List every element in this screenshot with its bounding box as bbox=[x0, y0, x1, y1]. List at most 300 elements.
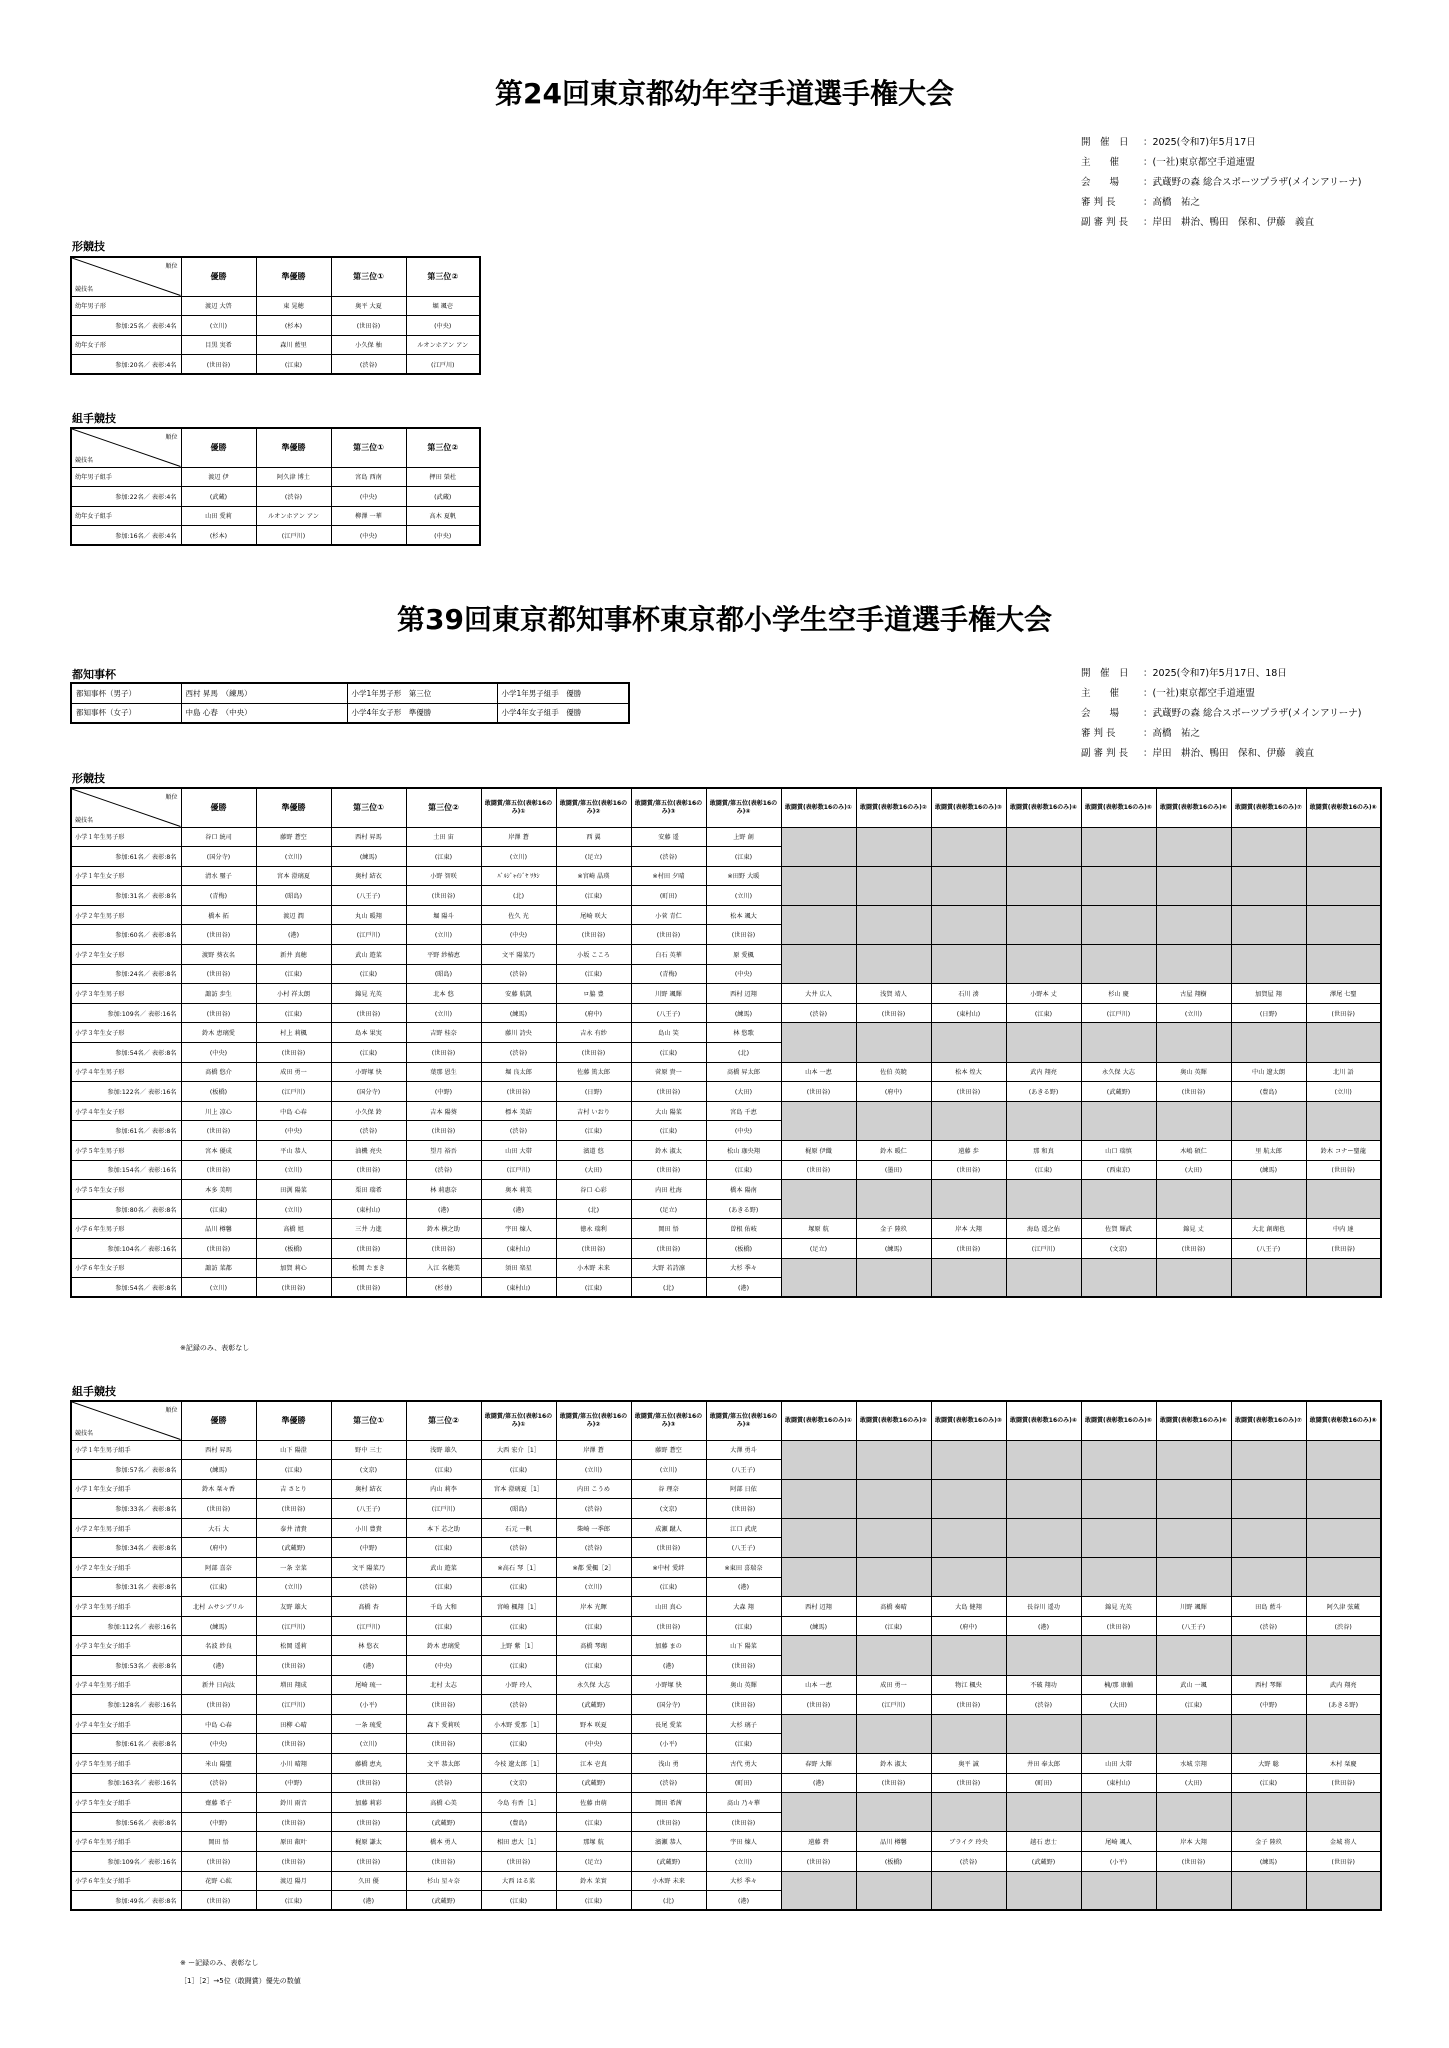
athlete-name: 松岡 遥莉 bbox=[256, 1636, 331, 1656]
club-name: (江東) bbox=[856, 1616, 931, 1636]
participants: 参加:61名／ 表彰:8名 bbox=[71, 1121, 181, 1141]
empty-cell bbox=[856, 945, 931, 984]
empty-cell bbox=[1306, 866, 1381, 905]
empty-cell bbox=[1006, 1518, 1081, 1557]
club-name: (練馬) bbox=[481, 1003, 556, 1023]
athlete-name: 澤尾 七聖 bbox=[1306, 984, 1381, 1004]
club-name: (文京) bbox=[1081, 1238, 1156, 1258]
athlete-name: 油機 亮央 bbox=[331, 1141, 406, 1161]
athlete-name: 小木野 愛那［1］ bbox=[481, 1714, 556, 1734]
athlete-name: 大杉 季々 bbox=[706, 1258, 781, 1278]
table-row bbox=[71, 703, 629, 723]
club-name: (世田谷) bbox=[1306, 1851, 1381, 1871]
header-corner bbox=[71, 428, 181, 467]
empty-cell bbox=[931, 827, 1006, 866]
athlete-name: 大森 翔 bbox=[706, 1597, 781, 1617]
club-name: (江戸川) bbox=[1006, 1238, 1081, 1258]
empty-cell bbox=[1231, 1793, 1306, 1832]
table-row bbox=[71, 1440, 1381, 1460]
athlete-name: 水城 宗翔 bbox=[1156, 1754, 1231, 1774]
athlete-name: 那 和真 bbox=[1006, 1141, 1081, 1161]
athlete-name: 西村 辺翔 bbox=[781, 1597, 856, 1617]
empty-cell bbox=[1156, 1023, 1231, 1062]
table-row bbox=[71, 1558, 1381, 1578]
athlete-name: 吉野 桂奈 bbox=[406, 1023, 481, 1043]
club-name: (東村山) bbox=[331, 1199, 406, 1219]
athlete-name: 成田 勇一 bbox=[856, 1675, 931, 1695]
athlete-name: 新井 真穂 bbox=[256, 945, 331, 965]
athlete-name: 佐藤 篤太郎 bbox=[556, 1062, 631, 1082]
athlete-name: 柳澤 一華 bbox=[331, 506, 406, 526]
empty-cell bbox=[1006, 1714, 1081, 1753]
athlete-name: 葉那 恩生 bbox=[406, 1062, 481, 1082]
club-name: (世田谷) bbox=[181, 1238, 256, 1258]
header-cell: 優勝 bbox=[181, 1401, 256, 1440]
club-name: (武蔵野) bbox=[631, 1851, 706, 1871]
header-cell: 敢闘賞(表彰数16のみ)⑦ bbox=[1231, 1401, 1306, 1440]
athlete-name: 西村 琴輝 bbox=[1231, 1675, 1306, 1695]
athlete-name: ﾊﾞﾙｼﾞｬｲｼﾞﾔ ﾜﾀｼ bbox=[481, 866, 556, 886]
athlete-name: 北村 ムサシブリル bbox=[181, 1597, 256, 1617]
athlete-name: 谷 理奈 bbox=[631, 1479, 706, 1499]
header-cell: 優勝 bbox=[181, 788, 256, 827]
athlete-name: 小野本 丈 bbox=[1006, 984, 1081, 1004]
table-row bbox=[71, 1101, 1381, 1121]
club-name: (中央) bbox=[331, 526, 406, 546]
info-value: ：(一社)東京都空手道連盟 bbox=[1143, 157, 1255, 168]
empty-cell bbox=[931, 1101, 1006, 1140]
club-name: (世田谷) bbox=[181, 1160, 256, 1180]
club-name: (渋谷) bbox=[406, 1773, 481, 1793]
club-name: (板橋) bbox=[856, 1851, 931, 1871]
club-name: (世田谷) bbox=[631, 1538, 706, 1558]
athlete-name: 菅原 貴一 bbox=[631, 1062, 706, 1082]
participants: 参加:80名／ 表彰:8名 bbox=[71, 1199, 181, 1219]
club-name: (江東) bbox=[1006, 1160, 1081, 1180]
club-name: (港) bbox=[481, 1199, 556, 1219]
event-name: 小学５年生男子形 bbox=[71, 1141, 181, 1161]
athlete-name: 藤野 蒼空 bbox=[631, 1440, 706, 1460]
club-name: (日野) bbox=[1231, 1003, 1306, 1023]
athlete-name: 文平 恭太郎 bbox=[406, 1754, 481, 1774]
info-line bbox=[1081, 664, 1361, 684]
athlete-name: 石川 湊 bbox=[931, 984, 1006, 1004]
empty-cell bbox=[781, 1479, 856, 1518]
athlete-name: 大西 はる菜 bbox=[481, 1871, 556, 1891]
club-name: (文京) bbox=[481, 1773, 556, 1793]
club-name: (港) bbox=[706, 1278, 781, 1298]
athlete-name: 本下 芯之助 bbox=[406, 1518, 481, 1538]
club-name: (世田谷) bbox=[331, 1238, 406, 1258]
athlete-name: 大野 若詩凛 bbox=[631, 1258, 706, 1278]
info-value: ：高橋 祐之 bbox=[1143, 197, 1201, 208]
club-name: (足立) bbox=[556, 847, 631, 867]
empty-cell bbox=[1081, 866, 1156, 905]
athlete-name: 阿部 喜奈 bbox=[181, 1558, 256, 1578]
athlete-name: 相田 恵大［1］ bbox=[481, 1832, 556, 1852]
athlete-name: 北川 語 bbox=[1306, 1062, 1381, 1082]
athlete-name: 山本 一恵 bbox=[781, 1062, 856, 1082]
athlete-name: 金城 将人 bbox=[1306, 1832, 1381, 1852]
table-row bbox=[71, 827, 1381, 847]
event-info-youth bbox=[1081, 133, 1361, 233]
club-name: (中央) bbox=[406, 1656, 481, 1676]
empty-cell bbox=[1231, 1714, 1306, 1753]
athlete-name: 錦見 光英 bbox=[331, 984, 406, 1004]
table-row bbox=[71, 1479, 1381, 1499]
event-name: 小学１年生女子組手 bbox=[71, 1479, 181, 1499]
club-name: (文京) bbox=[631, 1499, 706, 1519]
athlete-name: 川上 凉心 bbox=[181, 1101, 256, 1121]
athlete-name: 田柳 心晴 bbox=[256, 1714, 331, 1734]
empty-cell bbox=[856, 1180, 931, 1219]
athlete-name: 奥平 誠 bbox=[931, 1754, 1006, 1774]
club-name: (港) bbox=[331, 1891, 406, 1911]
athlete-name: 小川 晴翔 bbox=[256, 1754, 331, 1774]
athlete-name: 宮本 澄璃夏 bbox=[256, 866, 331, 886]
club-name: (渋谷) bbox=[631, 847, 706, 867]
club-name: (江東) bbox=[556, 1616, 631, 1636]
athlete-name: 内山 莉李 bbox=[406, 1479, 481, 1499]
empty-cell bbox=[1231, 827, 1306, 866]
club-name: (中央) bbox=[556, 1734, 631, 1754]
header-cell: 敢闘賞/第五位(表彰16のみ)① bbox=[481, 788, 556, 827]
club-name: (世田谷) bbox=[1156, 1082, 1231, 1102]
athlete-name: 大山 陽菜 bbox=[631, 1101, 706, 1121]
event-name: 幼年男子組手 bbox=[71, 467, 181, 487]
header-row bbox=[71, 257, 480, 296]
corner-event: 競技名 bbox=[75, 285, 94, 293]
table-row bbox=[71, 1636, 1381, 1656]
club-name: (練馬) bbox=[706, 1003, 781, 1023]
empty-cell bbox=[856, 1793, 931, 1832]
empty-cell bbox=[781, 1558, 856, 1597]
club-name: (練馬) bbox=[1231, 1851, 1306, 1871]
empty-cell bbox=[856, 1518, 931, 1557]
athlete-name: 山田 真心 bbox=[631, 1597, 706, 1617]
athlete-name: ルオンホアン アン bbox=[406, 335, 480, 355]
athlete-name: 文平 陽菜乃 bbox=[331, 1558, 406, 1578]
athlete-name: 西村 昇馬 bbox=[181, 1440, 256, 1460]
athlete-name: 林 悠衣 bbox=[331, 1636, 406, 1656]
empty-cell bbox=[1156, 1180, 1231, 1219]
athlete-name: 佐久 光 bbox=[481, 905, 556, 925]
club-name: (世田谷) bbox=[781, 1695, 856, 1715]
header-cell: 敢闘賞(表彰数16のみ)⑦ bbox=[1231, 788, 1306, 827]
club-name: (中野) bbox=[406, 1082, 481, 1102]
club-name: (練馬) bbox=[781, 1616, 856, 1636]
empty-cell bbox=[1156, 1258, 1231, 1297]
athlete-name: 東 晃穂 bbox=[256, 296, 331, 316]
athlete-name: 尾崎 咲大 bbox=[556, 905, 631, 925]
club-name: (江戸川) bbox=[406, 355, 480, 375]
club-name: (世田谷) bbox=[181, 1003, 256, 1023]
empty-cell bbox=[781, 1180, 856, 1219]
header-cell: 準優勝 bbox=[256, 1401, 331, 1440]
club-name: (渋谷) bbox=[481, 1695, 556, 1715]
athlete-name: 岡田 希茜 bbox=[631, 1793, 706, 1813]
empty-cell bbox=[781, 905, 856, 944]
club-name: (あきる野) bbox=[706, 1199, 781, 1219]
club-name: (練馬) bbox=[181, 1616, 256, 1636]
athlete-name: 阿久津 博土 bbox=[256, 467, 331, 487]
info-label: 会 場 bbox=[1081, 708, 1120, 719]
empty-cell bbox=[1306, 1714, 1381, 1753]
empty-cell bbox=[1006, 1180, 1081, 1219]
athlete-name: 千島 大和 bbox=[406, 1597, 481, 1617]
athlete-name: 遠藤 歩 bbox=[931, 1141, 1006, 1161]
athlete-name: 宮崎 楓翔［1］ bbox=[481, 1597, 556, 1617]
kumite-note-2: ［1］［2］→5位（敢闘賞）優先の数値 bbox=[180, 1977, 301, 1985]
table-row bbox=[71, 506, 480, 526]
club-name: (江東) bbox=[481, 1734, 556, 1754]
athlete-name: 浅賀 靖人 bbox=[856, 984, 931, 1004]
club-name: (港) bbox=[706, 1577, 781, 1597]
athlete-name: 村上 莉楓 bbox=[256, 1023, 331, 1043]
empty-cell bbox=[1006, 1793, 1081, 1832]
athlete-name: 柴崎 一季郎 bbox=[556, 1518, 631, 1538]
athlete-name: 奥平 大夏 bbox=[331, 296, 406, 316]
athlete-name: 一条 琉愛 bbox=[331, 1714, 406, 1734]
athlete-name: 宮島 西南 bbox=[331, 467, 406, 487]
event-name: 小学１年生女子形 bbox=[71, 866, 181, 886]
participants: 参加:154名／ 表彰:16名 bbox=[71, 1160, 181, 1180]
info-line bbox=[1081, 724, 1361, 744]
athlete-name: 奥村 結衣 bbox=[331, 1479, 406, 1499]
empty-cell bbox=[1156, 1101, 1231, 1140]
empty-cell bbox=[1006, 905, 1081, 944]
club-name: (江東) bbox=[406, 1538, 481, 1558]
athlete-name: ※村田 夕晴 bbox=[631, 866, 706, 886]
club-name: (世田谷) bbox=[181, 925, 256, 945]
athlete-name: 泰井 清貴 bbox=[256, 1518, 331, 1538]
athlete-name: 鈴木 横之助 bbox=[406, 1219, 481, 1239]
athlete-name: 諏訪 菜都 bbox=[181, 1258, 256, 1278]
athlete-name: 渡辺 伊 bbox=[181, 467, 256, 487]
club-name: (江東) bbox=[706, 1160, 781, 1180]
table-row bbox=[71, 316, 480, 336]
club-name: (文京) bbox=[331, 1460, 406, 1480]
empty-cell bbox=[1081, 1479, 1156, 1518]
club-name: (立川) bbox=[631, 1460, 706, 1480]
athlete-name: 中山 遼太朗 bbox=[1231, 1062, 1306, 1082]
club-name: (世田谷) bbox=[931, 1082, 1006, 1102]
athlete-name: 林 莉惠奈 bbox=[406, 1180, 481, 1200]
athlete-name: 上野 創 bbox=[706, 827, 781, 847]
athlete-name: 遠藤 碧 bbox=[781, 1832, 856, 1852]
club-name: (西東京) bbox=[1081, 1160, 1156, 1180]
empty-cell bbox=[1081, 1871, 1156, 1910]
info-label: 主 催 bbox=[1081, 688, 1120, 699]
athlete-name: 大澤 勇斗 bbox=[706, 1440, 781, 1460]
club-name: (立川) bbox=[256, 847, 331, 867]
club-name: (港) bbox=[406, 1199, 481, 1219]
athlete-name: 佐藤 由萌 bbox=[556, 1793, 631, 1813]
athlete-name: 奥村 結衣 bbox=[331, 866, 406, 886]
club-name: (中央) bbox=[181, 1043, 256, 1063]
empty-cell bbox=[1006, 866, 1081, 905]
athlete-name: 名波 紗良 bbox=[181, 1636, 256, 1656]
athlete-name: 品川 樽馨 bbox=[181, 1219, 256, 1239]
athlete-name: 武内 翔亮 bbox=[1006, 1062, 1081, 1082]
header-cell: 第三位② bbox=[406, 788, 481, 827]
club-name: (立川) bbox=[331, 1734, 406, 1754]
info-line bbox=[1081, 744, 1361, 764]
info-value: ：武蔵野の森 総合スポーツプラザ(メインアリーナ) bbox=[1143, 708, 1362, 719]
event-name: 幼年女子形 bbox=[71, 335, 181, 355]
athlete-name: 加賀屋 翔 bbox=[1231, 984, 1306, 1004]
club-name: (世田谷) bbox=[631, 1812, 706, 1832]
empty-cell bbox=[931, 1180, 1006, 1219]
empty-cell bbox=[856, 827, 931, 866]
club-name: (世田谷) bbox=[1306, 1773, 1381, 1793]
event-name: 小学４年生女子組手 bbox=[71, 1714, 181, 1734]
athlete-name: 岸澤 蒼 bbox=[481, 827, 556, 847]
empty-cell bbox=[1081, 1023, 1156, 1062]
athlete-name: 小木野 未来 bbox=[556, 1258, 631, 1278]
empty-cell bbox=[1081, 1258, 1156, 1297]
header-cell: 準優勝 bbox=[256, 428, 331, 467]
club-name: (渋谷) bbox=[331, 355, 406, 375]
athlete-name: 渡辺 潤 bbox=[256, 905, 331, 925]
club-name: (江東) bbox=[1006, 1003, 1081, 1023]
empty-cell bbox=[1231, 1479, 1306, 1518]
club-name: (港) bbox=[181, 1656, 256, 1676]
empty-cell bbox=[781, 1871, 856, 1910]
club-name: (武蔵野) bbox=[556, 1695, 631, 1715]
club-name: (練馬) bbox=[856, 1238, 931, 1258]
club-name: (武蔵野) bbox=[406, 1812, 481, 1832]
table-row bbox=[71, 1773, 1381, 1793]
table-row bbox=[71, 1023, 1381, 1043]
header-cell: 敢闘賞(表彰数16のみ)④ bbox=[1006, 1401, 1081, 1440]
table-row bbox=[71, 1616, 1381, 1636]
club-name: (世田谷) bbox=[556, 925, 631, 945]
athlete-name: 橋本 勇人 bbox=[406, 1832, 481, 1852]
empty-cell bbox=[1006, 1558, 1081, 1597]
header-corner bbox=[71, 788, 181, 827]
event-name: 小学１年生男子形 bbox=[71, 827, 181, 847]
header-cell: 第三位① bbox=[331, 257, 406, 296]
club-name: (世田谷) bbox=[481, 1851, 556, 1871]
empty-cell bbox=[1231, 1558, 1306, 1597]
participants: 参加:22名／ 表彰:4名 bbox=[71, 487, 181, 507]
table-row bbox=[71, 1695, 1381, 1715]
empty-cell bbox=[856, 1714, 931, 1753]
club-name: (あきる野) bbox=[1306, 1695, 1381, 1715]
header-cell: 第三位② bbox=[406, 428, 480, 467]
header-row bbox=[71, 1401, 1381, 1440]
club-name: (江東) bbox=[556, 1121, 631, 1141]
athlete-name: 吉村 いおり bbox=[556, 1101, 631, 1121]
club-name: (世田谷) bbox=[256, 1812, 331, 1832]
participants: 参加:31名／ 表彰:8名 bbox=[71, 886, 181, 906]
empty-cell bbox=[1081, 905, 1156, 944]
club-name: (世田谷) bbox=[706, 1695, 781, 1715]
club-name: (江東) bbox=[481, 1616, 556, 1636]
athlete-name: 鈴川 雨音 bbox=[256, 1793, 331, 1813]
empty-cell bbox=[781, 1793, 856, 1832]
athlete-name: 森川 藍里 bbox=[256, 335, 331, 355]
athlete-name: 浅野 雄久 bbox=[406, 1440, 481, 1460]
empty-cell bbox=[1081, 1440, 1156, 1479]
club-name: (中央) bbox=[406, 316, 480, 336]
club-name: (江東) bbox=[556, 1278, 631, 1298]
empty-cell bbox=[1006, 945, 1081, 984]
club-name: (中野) bbox=[181, 1812, 256, 1832]
club-name: (世田谷) bbox=[931, 1160, 1006, 1180]
athlete-name: 江口 武虎 bbox=[706, 1518, 781, 1538]
info-line bbox=[1081, 173, 1361, 193]
athlete-name: 春野 大輝 bbox=[781, 1754, 856, 1774]
club-name: (渋谷) bbox=[931, 1851, 1006, 1871]
empty-cell bbox=[1306, 1479, 1381, 1518]
club-name: (世田谷) bbox=[481, 1082, 556, 1102]
header-cell: 第三位① bbox=[331, 428, 406, 467]
club-name: (豊島) bbox=[481, 1812, 556, 1832]
event-name: 幼年女子組手 bbox=[71, 506, 181, 526]
athlete-name: 山田 大帯 bbox=[481, 1141, 556, 1161]
club-name: (世田谷) bbox=[181, 1695, 256, 1715]
empty-cell bbox=[931, 1793, 1006, 1832]
club-name: (渋谷) bbox=[406, 1160, 481, 1180]
club-name: (世田谷) bbox=[406, 1695, 481, 1715]
table-row bbox=[71, 467, 480, 487]
section-youth-kumite: 組手競技 bbox=[72, 412, 116, 425]
athlete-name: 梶原 謙太 bbox=[331, 1832, 406, 1852]
club-name: (世田谷) bbox=[1156, 1851, 1231, 1871]
club-name: (世田谷) bbox=[931, 1238, 1006, 1258]
club-name: (江東) bbox=[706, 1616, 781, 1636]
empty-cell bbox=[1156, 1518, 1231, 1557]
empty-cell bbox=[1081, 1180, 1156, 1219]
event-name: 小学１年生男子組手 bbox=[71, 1440, 181, 1460]
athlete-name: 岸本 光暉 bbox=[556, 1597, 631, 1617]
table-row bbox=[71, 984, 1381, 1004]
empty-cell bbox=[931, 1518, 1006, 1557]
club-name: (江東) bbox=[556, 1891, 631, 1911]
empty-cell bbox=[1156, 1793, 1231, 1832]
club-name: (渋谷) bbox=[331, 1577, 406, 1597]
athlete-name: 目黒 実希 bbox=[181, 335, 256, 355]
event-name: 小学４年生女子形 bbox=[71, 1101, 181, 1121]
club-name: (港) bbox=[781, 1773, 856, 1793]
club-name: (世田谷) bbox=[256, 1851, 331, 1871]
club-name: (日野) bbox=[556, 1082, 631, 1102]
event-name: 小学３年生女子形 bbox=[71, 1023, 181, 1043]
club-name: (世田谷) bbox=[1081, 1616, 1156, 1636]
event-name: 小学６年生女子形 bbox=[71, 1258, 181, 1278]
athlete-name: 山田 愛莉 bbox=[181, 506, 256, 526]
table-row bbox=[71, 866, 1381, 886]
athlete-name: 原田 叡叶 bbox=[256, 1832, 331, 1852]
club-name: (北) bbox=[631, 1278, 706, 1298]
club-name: (東村山) bbox=[481, 1238, 556, 1258]
club-name: (世田谷) bbox=[931, 1695, 1006, 1715]
club-name: (北) bbox=[631, 1891, 706, 1911]
event-name: 小学５年生女子組手 bbox=[71, 1793, 181, 1813]
athlete-name: 鈴木 茉實 bbox=[556, 1871, 631, 1891]
empty-cell bbox=[1231, 1258, 1306, 1297]
club-name: (港) bbox=[331, 1656, 406, 1676]
club-name: (江戸川) bbox=[481, 1160, 556, 1180]
athlete-name: 高木 夏帆 bbox=[406, 506, 480, 526]
section-elem-kata: 形競技 bbox=[72, 772, 105, 785]
participants: 参加:49名／ 表彰:8名 bbox=[71, 1891, 181, 1911]
athlete-name: 山本 一恵 bbox=[781, 1675, 856, 1695]
athlete-name: 白石 英華 bbox=[631, 945, 706, 965]
athlete-name: 浅山 勇 bbox=[631, 1754, 706, 1774]
